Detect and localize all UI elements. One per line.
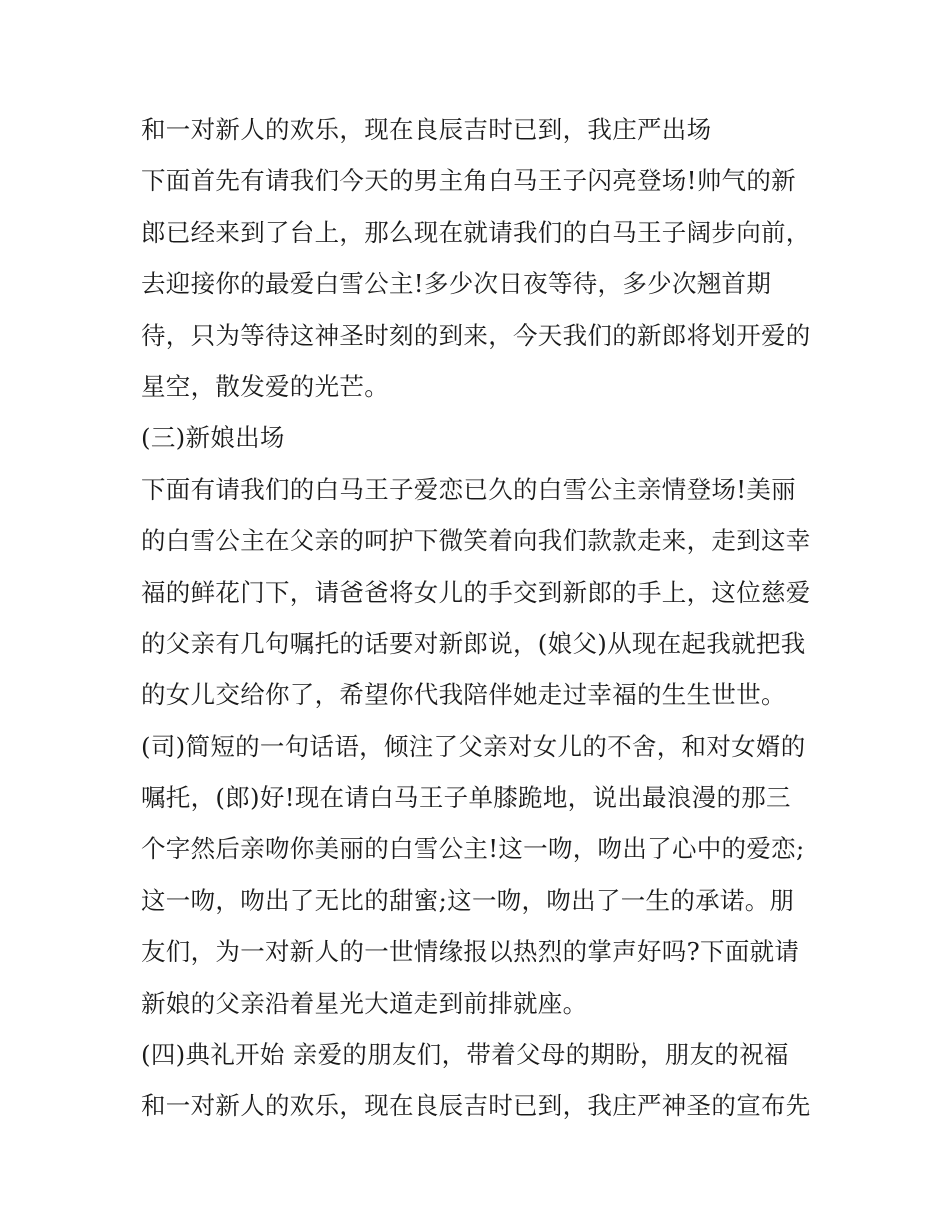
text-line: 下面有请我们的白马王子爱恋已久的白雪公主亲情登场!美丽	[141, 474, 796, 504]
text-line: 下面首先有请我们今天的男主角白马王子闪亮登场!帅气的新	[141, 166, 796, 196]
text-line: 的父亲有几句嘱托的话要对新郎说，(娘父)从现在起我就把我	[141, 628, 806, 658]
text-line: 和一对新人的欢乐，现在良辰吉时已到，我庄严神圣的宣布先	[141, 1091, 811, 1121]
text-line: (司)简短的一句话语，倾注了父亲对女儿的不舍，和对女婿的	[141, 731, 806, 761]
document-body	[141, 108, 821, 1136]
text-line: 嘱托，(郎)好!现在请白马王子单膝跪地，说出最浪漫的那三	[141, 783, 791, 813]
text-line: 的白雪公主在父亲的呵护下微笑着向我们款款走来，走到这幸	[141, 526, 811, 556]
text-line: 这一吻，吻出了无比的甜蜜;这一吻，吻出了一生的承诺。朋	[141, 885, 795, 915]
section-heading: (三)新娘出场	[141, 423, 285, 453]
text-line: 待，只为等待这神圣时刻的到来，今天我们的新郎将划开爱的	[141, 320, 811, 350]
text-line: 郎已经来到了台上，那么现在就请我们的白马王子阔步向前，	[141, 217, 811, 247]
text-line: 新娘的父亲沿着星光大道走到前排就座。	[141, 988, 588, 1018]
text-line: 和一对新人的欢乐，现在良辰吉时已到，我庄严出场	[141, 115, 712, 144]
text-line: (四)典礼开始 亲爱的朋友们，带着父母的期盼，朋友的祝福	[141, 1040, 789, 1070]
text-line: 去迎接你的最爱白雪公主!多少次日夜等待，多少次翘首期	[141, 269, 772, 299]
text-line: 福的鲜花门下，请爸爸将女儿的手交到新郎的手上，这位慈爱	[141, 577, 811, 607]
text-line: 个字然后亲吻你美丽的白雪公主!这一吻，吻出了心中的爱恋;	[141, 834, 805, 864]
text-line: 星空，散发爱的光芒。	[141, 371, 389, 401]
text-line: 的女儿交给你了，希望你代我陪伴她走过幸福的生生世世。	[141, 680, 786, 710]
text-line: 友们，为一对新人的一世情缘报以热烈的掌声好吗?下面就请	[141, 937, 800, 967]
